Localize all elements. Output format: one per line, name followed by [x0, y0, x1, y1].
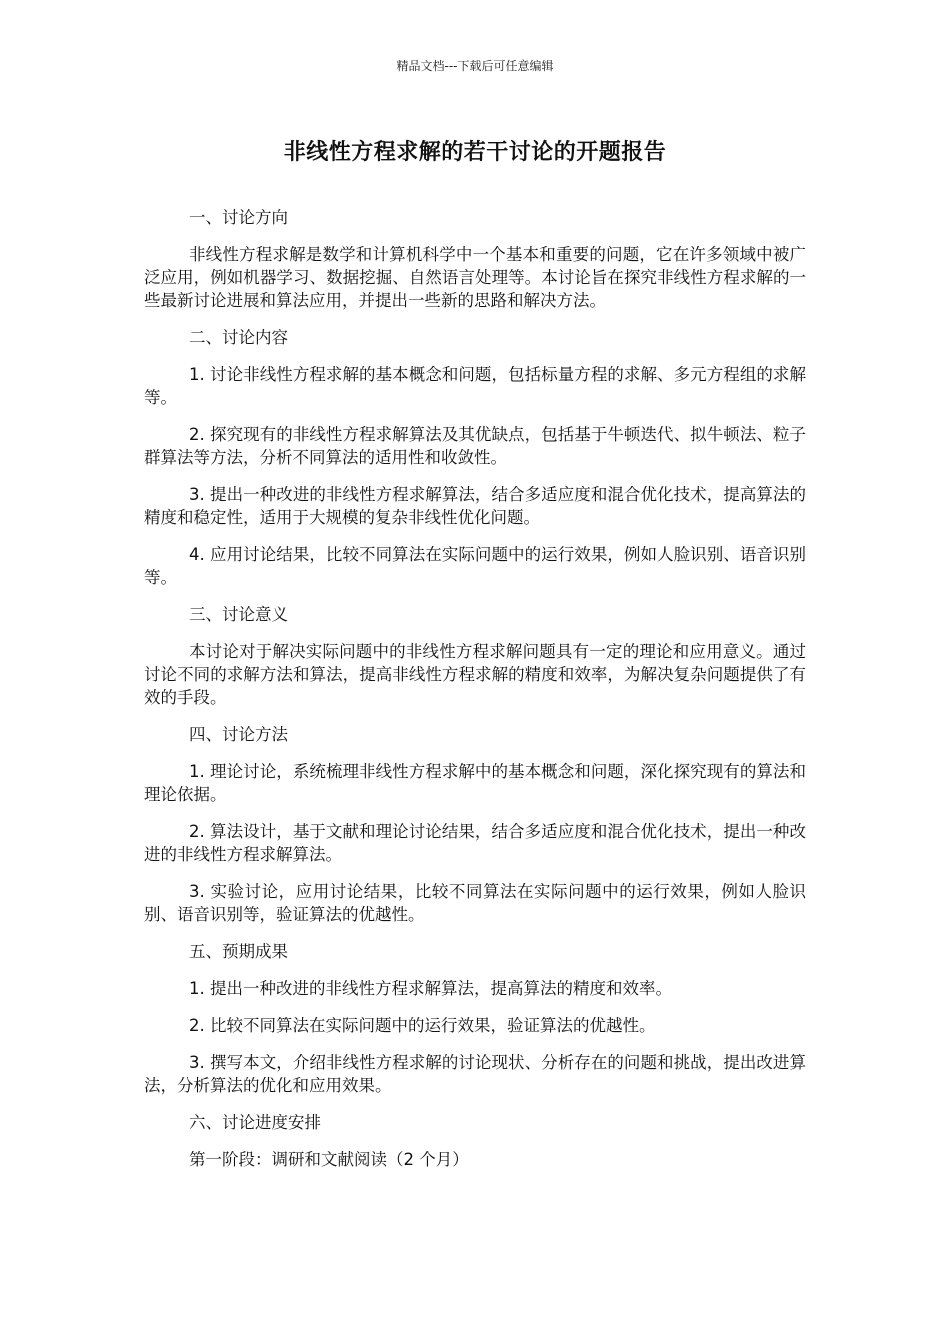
paragraph: 本讨论对于解决实际问题中的非线性方程求解问题具有一定的理论和应用意义。通过讨论不同的求解方法和算法，提高非线性方程求解的精度和效率，为解决复杂问题提供了有效的手段。 [144, 642, 806, 707]
section-heading: 三、讨论意义 [189, 605, 288, 624]
paragraph: 非线性方程求解是数学和计算机科学中一个基本和重要的问题，它在许多领域中被广泛应用，例如机器学习、数据挖掘、自然语言处理等。本讨论旨在探究非线性方程求解的一些最新讨论进展和算法应用，并提出一些新的思路和解决方法。 [144, 245, 806, 310]
section-heading: 一、讨论方向 [189, 208, 288, 227]
list-item: 3. 提出一种改进的非线性方程求解算法，结合多适应度和混合优化技术，提高算法的精度和稳定性，适用于大规模的复杂非线性优化问题。 [144, 485, 806, 527]
list-item: 3. 撰写本文，介绍非线性方程求解的讨论现状、分析存在的问题和挑战，提出改进算法，分析算法的优化和应用效果。 [144, 1053, 806, 1095]
section-heading: 六、讨论进度安排 [189, 1113, 321, 1132]
document-body [144, 206, 806, 1185]
list-item: 3. 实验讨论，应用讨论结果，比较不同算法在实际问题中的运行效果，例如人脸识别、语音识别等，验证算法的优越性。 [144, 882, 806, 924]
list-item: 2. 比较不同算法在实际问题中的运行效果，验证算法的优越性。 [189, 1016, 656, 1035]
paragraph: 第一阶段：调研和文献阅读（2 个月） [189, 1150, 469, 1169]
list-item: 2. 算法设计，基于文献和理论讨论结果，结合多适应度和混合优化技术，提出一种改进的非线性方程求解算法。 [144, 822, 806, 864]
section-heading: 二、讨论内容 [189, 328, 288, 347]
section-heading: 四、讨论方法 [189, 725, 288, 744]
section-heading: 五、预期成果 [189, 942, 288, 961]
list-item: 1. 讨论非线性方程求解的基本概念和问题，包括标量方程的求解、多元方程组的求解等。 [144, 365, 806, 407]
list-item: 1. 理论讨论，系统梳理非线性方程求解中的基本概念和问题，深化探究现有的算法和理论依据。 [144, 762, 806, 804]
list-item: 1. 提出一种改进的非线性方程求解算法，提高算法的精度和效率。 [189, 979, 672, 998]
list-item: 4. 应用讨论结果，比较不同算法在实际问题中的运行效果，例如人脸识别、语音识别等。 [144, 545, 806, 587]
document-title: 非线性方程求解的若干讨论的开题报告 [283, 140, 667, 165]
page-header: 精品文档---下载后可任意编辑 [396, 59, 554, 73]
list-item: 2. 探究现有的非线性方程求解算法及其优缺点，包括基于牛顿迭代、拟牛顿法、粒子群算法等方法，分析不同算法的适用性和收敛性。 [144, 425, 806, 467]
